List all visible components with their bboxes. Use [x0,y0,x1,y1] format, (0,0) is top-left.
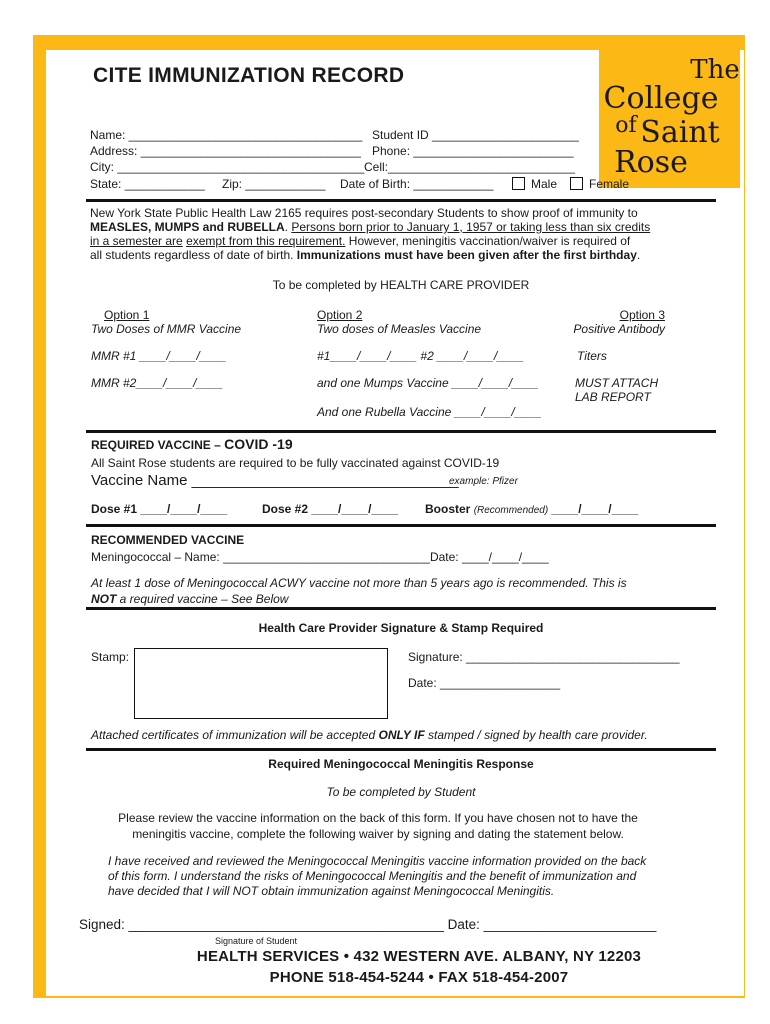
exemption-text: Persons born prior to January 1, 1957 or taking less than six credits [291,220,651,234]
address-field[interactable]: Address: _________________________________ [90,144,361,158]
state-field[interactable]: State: ____________ [90,177,205,191]
male-label: Male [531,177,558,191]
covid-note: All Saint Rose students are required to be fully vaccinated against COVID-19 [91,456,500,470]
signature-caption: Signature of Student [215,936,298,946]
attached-text: stamped / signed by health care provider. [424,728,648,742]
waiver-line-1: I have received and reviewed the Meningococcal Meningitis vaccine information provided on the back [108,854,647,868]
name-field[interactable]: Name: ___________________________________ [90,128,363,142]
law-text: . [284,220,292,234]
city-field[interactable]: City: _____________________________________ [90,160,365,174]
phone-field[interactable]: Phone: ________________________ [372,144,574,158]
mumps-field[interactable]: and one Mumps Vaccine ____/____/____ [317,376,539,390]
titers-label: Titers [577,349,607,363]
logo-saint: Saint [640,115,720,150]
must-attach-label: MUST ATTACH [575,376,659,390]
signature-heading: Health Care Provider Signature & Stamp Required [258,621,544,635]
only-if-emphasis: ONLY IF [378,728,425,742]
female-checkbox[interactable] [570,177,583,190]
law-line-3 [90,234,630,248]
female-option[interactable] [570,177,629,191]
footer-address: HEALTH SERVICES • 432 WESTERN AVE. ALBANY, NY 12203 [196,948,642,965]
law-text: all students regardless of date of birth. [90,248,297,262]
divider [86,199,716,202]
divider [86,524,716,527]
male-checkbox[interactable] [512,177,525,190]
attached-note [91,728,648,742]
recommended-note-2 [91,592,288,606]
meningitis-heading: Required Meningococcal Meningitis Response [268,757,534,771]
waiver-line-2: of this form. I understand the risks of Meningococcal Meningitis and the benefit of immunization and [108,869,637,883]
mmr2-field[interactable]: MMR #2____/____/____ [91,376,224,390]
mmr1-field[interactable]: MMR #1 ____/____/____ [91,349,227,363]
divider [86,430,716,433]
law-text: However, meningitis vaccination/waiver is required of [345,234,631,248]
logo-rose: Rose [614,145,688,180]
exemption-text: exempt from this requirement. [186,234,346,248]
footer-contact: PHONE 518-454-5244 • FAX 518-454-2007 [269,969,569,986]
female-label: Female [589,177,630,191]
student-instruction: To be completed by Student [326,785,476,799]
waiver-line-3: have decided that I will NOT obtain immunization against Meningococcal Meningitis. [108,884,555,898]
option-1-title: Option 1 [104,308,150,322]
logo-college: College [603,81,719,116]
vaccine-name-field[interactable]: Vaccine Name ________________________________ [91,472,459,489]
covid-heading-name: COVID -19 [224,436,293,452]
exemption-text: in a semester are [90,234,183,248]
provider-signature-field[interactable]: Signature: ________________________________ [408,650,680,664]
divider [86,607,716,610]
logo-of: of [615,113,637,138]
dose1-field[interactable]: Dose #1 ____/____/____ [91,502,228,516]
recommended-note-1: At least 1 dose of Meningococcal ACWY vaccine not more than 5 years ago is recommended. This is [91,576,627,590]
stamp-box[interactable] [134,648,388,719]
option-3-title: Option 3 [619,308,665,322]
law-line-4 [90,248,640,262]
mmr-emphasis: MEASLES, MUMPS and RUBELLA [90,220,285,234]
law-line-1: New York State Public Health Law 2165 requires post-secondary Students to show proof of immunity to [90,206,638,220]
law-text: . [636,248,641,262]
male-option[interactable] [512,177,557,191]
birthday-emphasis: Immunizations must have been given after the first birthday [296,248,637,262]
booster-label: Booster [425,502,471,516]
attached-text: Attached certificates of immunization will be accepted [91,728,379,742]
measles-field[interactable]: #1____/____/____ #2 ____/____/____ [317,349,524,363]
provider-heading: To be completed by HEALTH CARE PROVIDER [272,278,530,292]
dob-field[interactable]: Date of Birth: ____________ [340,177,494,191]
option-2-sub: Two doses of Measles Vaccine [317,322,482,336]
not-emphasis: NOT [91,592,117,606]
meningococcal-field[interactable]: Meningococcal – Name: _______________________________Date: ____/____/____ [91,550,549,564]
rubella-field[interactable]: And one Rubella Vaccine ____/____/____ [317,405,542,419]
option-1-sub: Two Doses of MMR Vaccine [91,322,242,336]
review-line-2: meningitis vaccine, complete the following waiver by signing and dating the statement below. [132,827,624,841]
option-2-title: Option 2 [317,308,363,322]
logo-the: The [690,55,740,85]
cell-field[interactable]: Cell:____________________________ [364,160,575,174]
review-line-1: Please review the vaccine information on the back of this form. If you have chosen not to have the [118,811,638,825]
lab-report-label: LAB REPORT [575,390,651,404]
zip-field[interactable]: Zip: ____________ [222,177,326,191]
covid-heading-label: REQUIRED VACCINE – [91,438,225,452]
dose2-field[interactable]: Dose #2 ____/____/____ [262,502,399,516]
law-line-2 [90,220,650,234]
booster-recommended: (Recommended) [473,505,549,516]
recommended-heading: RECOMMENDED VACCINE [91,533,245,547]
option-3-sub: Positive Antibody [573,322,665,336]
page-title: CITE IMMUNIZATION RECORD [93,64,405,87]
provider-date-field[interactable]: Date: __________________ [408,676,561,690]
student-signature-field[interactable]: Signed: __________________________________________ Date: _______________________ [79,917,657,932]
booster-date[interactable]: ____/____/____ [551,502,639,516]
divider [86,748,716,751]
booster-field[interactable] [425,502,638,516]
college-logo [599,48,740,188]
vaccine-example: example: Pfizer [449,476,518,487]
student-id-field[interactable]: Student ID ______________________ [372,128,579,142]
recommended-note-text: a required vaccine – See Below [116,592,289,606]
stamp-label: Stamp: [91,650,130,664]
covid-heading [91,436,293,454]
